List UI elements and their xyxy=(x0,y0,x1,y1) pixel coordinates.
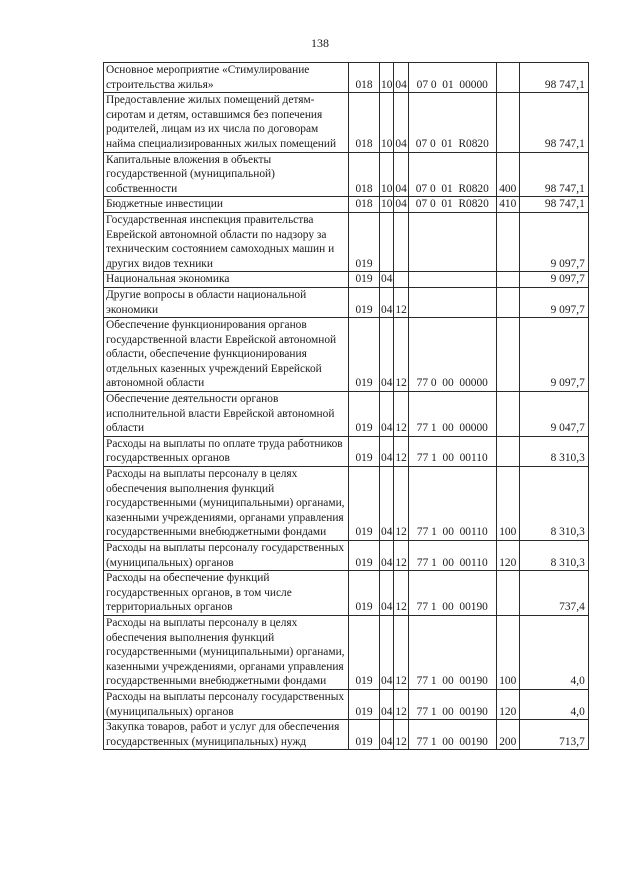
row-name: Расходы на обеспечение функций государственных органов, в том числе территориальных органов xyxy=(104,571,349,616)
row-section-code: 04 xyxy=(380,392,394,437)
row-amount: 9 097,7 xyxy=(519,272,588,288)
row-subsection-code: 12 xyxy=(394,318,408,392)
row-amount: 98 747,1 xyxy=(519,152,588,197)
row-section-code: 04 xyxy=(380,689,394,719)
row-section-code: 04 xyxy=(380,541,394,571)
row-name: Обеспечение деятельности органов исполнительной власти Еврейской автономной области xyxy=(104,392,349,437)
row-section-code: 04 xyxy=(380,615,394,689)
row-amount: 9 097,7 xyxy=(519,287,588,317)
row-expense-type-code: 100 xyxy=(496,615,519,689)
row-subsection-code: 12 xyxy=(394,571,408,616)
row-name: Расходы на выплаты персоналу государственных (муниципальных) органов xyxy=(104,541,349,571)
row-amount: 98 747,1 xyxy=(519,197,588,213)
row-admin-code: 019 xyxy=(349,541,380,571)
table-row xyxy=(104,689,589,719)
row-target-code: 77 1 00 00190 xyxy=(408,720,496,750)
row-target-code: 07 0 01 00000 xyxy=(408,63,496,93)
row-target-code xyxy=(408,272,496,288)
row-subsection-code xyxy=(394,212,408,271)
row-target-code xyxy=(408,212,496,271)
row-amount: 4,0 xyxy=(519,615,588,689)
table-row xyxy=(104,467,589,541)
row-subsection-code: 12 xyxy=(394,287,408,317)
row-name: Расходы на выплаты персоналу государственных (муниципальных) органов xyxy=(104,689,349,719)
row-expense-type-code: 400 xyxy=(496,152,519,197)
row-expense-type-code: 410 xyxy=(496,197,519,213)
row-target-code: 77 1 00 00190 xyxy=(408,689,496,719)
row-target-code: 77 1 00 00190 xyxy=(408,571,496,616)
table-row xyxy=(104,93,589,152)
row-name: Национальная экономика xyxy=(104,272,349,288)
row-amount: 9 097,7 xyxy=(519,212,588,271)
table-row xyxy=(104,318,589,392)
row-admin-code: 018 xyxy=(349,197,380,213)
row-section-code: 04 xyxy=(380,287,394,317)
row-target-code: 07 0 01 R0820 xyxy=(408,197,496,213)
row-subsection-code: 12 xyxy=(394,720,408,750)
page-number: 138 xyxy=(311,36,329,50)
row-target-code: 77 1 00 00110 xyxy=(408,436,496,466)
row-subsection-code: 12 xyxy=(394,436,408,466)
row-expense-type-code: 200 xyxy=(496,720,519,750)
table-row xyxy=(104,212,589,271)
row-admin-code: 019 xyxy=(349,212,380,271)
row-expense-type-code xyxy=(496,318,519,392)
row-admin-code: 018 xyxy=(349,152,380,197)
row-admin-code: 019 xyxy=(349,615,380,689)
row-target-code: 07 0 01 R0820 xyxy=(408,152,496,197)
row-section-code xyxy=(380,212,394,271)
row-subsection-code: 12 xyxy=(394,467,408,541)
table-row xyxy=(104,287,589,317)
row-amount: 737,4 xyxy=(519,571,588,616)
row-section-code: 04 xyxy=(380,571,394,616)
table-row xyxy=(104,197,589,213)
row-amount: 9 097,7 xyxy=(519,318,588,392)
row-expense-type-code xyxy=(496,63,519,93)
row-name: Обеспечение функционирования органов государственной власти Еврейской автономной области, обеспечение функционирования отдельных казенных учреждений Еврейской автономной области xyxy=(104,318,349,392)
row-subsection-code: 04 xyxy=(394,63,408,93)
table-row xyxy=(104,615,589,689)
row-section-code: 04 xyxy=(380,467,394,541)
row-amount: 98 747,1 xyxy=(519,93,588,152)
row-target-code: 77 1 00 00190 xyxy=(408,615,496,689)
row-expense-type-code: 100 xyxy=(496,467,519,541)
row-section-code: 04 xyxy=(380,436,394,466)
row-admin-code: 019 xyxy=(349,436,380,466)
row-section-code: 10 xyxy=(380,152,394,197)
row-subsection-code: 04 xyxy=(394,152,408,197)
row-subsection-code: 04 xyxy=(394,93,408,152)
row-subsection-code: 04 xyxy=(394,197,408,213)
row-name: Расходы на выплаты персоналу в целях обеспечения выполнения функций государственными (муниципальными) органами, казенными учреждениями, органами управления государственными внебюджетными фондами xyxy=(104,615,349,689)
row-amount: 8 310,3 xyxy=(519,467,588,541)
table-row xyxy=(104,63,589,93)
row-section-code: 04 xyxy=(380,720,394,750)
table-row xyxy=(104,272,589,288)
table-row xyxy=(104,720,589,750)
row-target-code: 07 0 01 R0820 xyxy=(408,93,496,152)
table-row xyxy=(104,152,589,197)
row-admin-code: 019 xyxy=(349,689,380,719)
row-target-code xyxy=(408,287,496,317)
row-subsection-code: 12 xyxy=(394,392,408,437)
row-amount: 98 747,1 xyxy=(519,63,588,93)
row-amount: 4,0 xyxy=(519,689,588,719)
row-expense-type-code xyxy=(496,212,519,271)
row-name: Предоставление жилых помещений детям-сиротам и детям, оставшимся без попечения родителей, лицам из их числа по договорам найма специализированных жилых помещений xyxy=(104,93,349,152)
row-target-code: 77 1 00 00110 xyxy=(408,467,496,541)
row-target-code: 77 0 00 00000 xyxy=(408,318,496,392)
row-expense-type-code xyxy=(496,93,519,152)
row-amount: 713,7 xyxy=(519,720,588,750)
row-amount: 9 047,7 xyxy=(519,392,588,437)
row-expense-type-code xyxy=(496,436,519,466)
row-section-code: 10 xyxy=(380,197,394,213)
row-section-code: 04 xyxy=(380,318,394,392)
row-admin-code: 019 xyxy=(349,392,380,437)
row-amount: 8 310,3 xyxy=(519,541,588,571)
row-name: Расходы на выплаты по оплате труда работников государственных органов xyxy=(104,436,349,466)
row-admin-code: 019 xyxy=(349,467,380,541)
row-expense-type-code: 120 xyxy=(496,689,519,719)
row-section-code: 04 xyxy=(380,272,394,288)
row-expense-type-code: 120 xyxy=(496,541,519,571)
row-subsection-code xyxy=(394,272,408,288)
row-amount: 8 310,3 xyxy=(519,436,588,466)
row-subsection-code: 12 xyxy=(394,541,408,571)
row-expense-type-code xyxy=(496,272,519,288)
row-section-code: 10 xyxy=(380,93,394,152)
row-admin-code: 019 xyxy=(349,287,380,317)
table-row xyxy=(104,436,589,466)
row-expense-type-code xyxy=(496,571,519,616)
row-name: Бюджетные инвестиции xyxy=(104,197,349,213)
row-admin-code: 019 xyxy=(349,720,380,750)
row-admin-code: 019 xyxy=(349,318,380,392)
row-name: Закупка товаров, работ и услуг для обеспечения государственных (муниципальных) нужд xyxy=(104,720,349,750)
row-admin-code: 019 xyxy=(349,272,380,288)
row-expense-type-code xyxy=(496,392,519,437)
row-section-code: 10 xyxy=(380,63,394,93)
row-name: Государственная инспекция правительства Еврейской автономной области по надзору за техническим состоянием самоходных машин и других видов техники xyxy=(104,212,349,271)
row-name: Расходы на выплаты персоналу в целях обеспечения выполнения функций государственными (муниципальными) органами, казенными учреждениями, органами управления государственными внебюджетными фондами xyxy=(104,467,349,541)
row-admin-code: 018 xyxy=(349,93,380,152)
row-name: Основное мероприятие «Стимулирование строительства жилья» xyxy=(104,63,349,93)
row-subsection-code: 12 xyxy=(394,615,408,689)
table-row xyxy=(104,541,589,571)
budget-table xyxy=(103,62,589,750)
budget-table-body xyxy=(104,63,589,750)
table-row xyxy=(104,392,589,437)
row-name: Другие вопросы в области национальной экономики xyxy=(104,287,349,317)
row-subsection-code: 12 xyxy=(394,689,408,719)
row-expense-type-code xyxy=(496,287,519,317)
table-row xyxy=(104,571,589,616)
row-target-code: 77 1 00 00110 xyxy=(408,541,496,571)
row-name: Капитальные вложения в объекты государственной (муниципальной) собственности xyxy=(104,152,349,197)
row-target-code: 77 1 00 00000 xyxy=(408,392,496,437)
row-admin-code: 019 xyxy=(349,571,380,616)
row-admin-code: 018 xyxy=(349,63,380,93)
